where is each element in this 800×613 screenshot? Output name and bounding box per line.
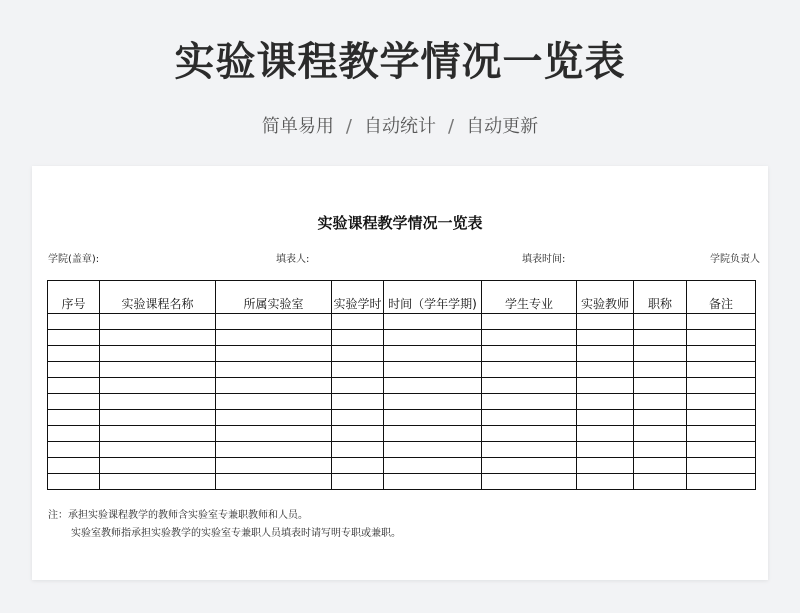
table-cell[interactable] [100,474,216,490]
table-cell[interactable] [687,442,756,458]
col-header-major: 学生专业 [482,281,577,314]
tag-separator: / [345,116,352,137]
table-cell[interactable] [577,426,634,442]
tag-auto-update: 自动更新 [466,116,539,137]
table-cell[interactable] [100,458,216,474]
fill-time-label: 填表时间: [522,254,566,265]
table-cell[interactable] [216,474,332,490]
table-cell[interactable] [634,410,687,426]
col-header-term: 时间（学年学期) [384,281,482,314]
table-cell[interactable] [332,378,384,394]
col-header-lab: 所属实验室 [216,281,332,314]
table-cell[interactable] [577,442,634,458]
table-cell[interactable] [634,362,687,378]
table-cell[interactable] [100,330,216,346]
table-cell[interactable] [687,362,756,378]
table-cell[interactable] [216,362,332,378]
col-header-hours: 实验学时 [332,281,384,314]
table-row [48,474,756,490]
table-cell[interactable] [482,362,577,378]
table-cell[interactable] [48,474,100,490]
table-cell[interactable] [384,474,482,490]
table-cell[interactable] [100,442,216,458]
col-header-title: 职称 [634,281,687,314]
table-cell[interactable] [482,442,577,458]
course-table [47,280,756,490]
table-cell[interactable] [332,362,384,378]
table-cell[interactable] [332,346,384,362]
table-header-row [48,281,756,314]
table-cell[interactable] [216,410,332,426]
document-title: 实验课程教学情况一览表 [317,214,483,232]
table-cell[interactable] [634,394,687,410]
table-cell[interactable] [687,378,756,394]
table-cell[interactable] [216,378,332,394]
table-row [48,410,756,426]
tag-auto-stats: 自动统计 [364,116,436,137]
table-cell[interactable] [48,346,100,362]
table-cell[interactable] [384,458,482,474]
table-cell[interactable] [577,474,634,490]
col-header-remarks: 备注 [687,281,756,314]
table-cell[interactable] [384,426,482,442]
table-row [48,426,756,442]
tag-separator: / [448,116,455,137]
table-cell[interactable] [332,410,384,426]
table-cell[interactable] [687,346,756,362]
filler-label: 填表人: [276,254,310,265]
table-cell[interactable] [482,314,577,330]
table-cell[interactable] [687,330,756,346]
footnote-1: 注：承担实验课程教学的教师含实验室专兼职教师和人员。 [48,510,308,521]
table-cell[interactable] [384,410,482,426]
table-cell[interactable] [384,314,482,330]
table-cell[interactable] [216,346,332,362]
table-cell[interactable] [332,474,384,490]
table-cell[interactable] [482,330,577,346]
table-cell[interactable] [48,458,100,474]
table-cell[interactable] [100,346,216,362]
table-row [48,442,756,458]
document-sheet [32,166,768,580]
table-cell[interactable] [634,426,687,442]
college-stamp-label: 学院(盖章): [48,254,100,265]
table-cell[interactable] [634,458,687,474]
col-header-teacher: 实验教师 [577,281,634,314]
table-cell[interactable] [577,314,634,330]
table-cell[interactable] [332,442,384,458]
table-cell[interactable] [577,330,634,346]
tag-easy: 简单易用 [261,116,334,137]
table-cell[interactable] [216,426,332,442]
table-cell[interactable] [384,330,482,346]
table-cell[interactable] [384,346,482,362]
table-cell[interactable] [100,410,216,426]
hero-tagline [0,112,800,138]
table-cell[interactable] [48,314,100,330]
table-cell[interactable] [634,378,687,394]
table-row [48,346,756,362]
table-cell[interactable] [216,394,332,410]
table-cell[interactable] [577,410,634,426]
table-cell[interactable] [216,442,332,458]
table-cell[interactable] [100,362,216,378]
table-cell[interactable] [48,410,100,426]
table-cell[interactable] [48,426,100,442]
table-cell[interactable] [687,394,756,410]
table-cell[interactable] [687,426,756,442]
table-row [48,314,756,330]
table-cell[interactable] [577,346,634,362]
table-cell[interactable] [577,394,634,410]
table-cell[interactable] [482,458,577,474]
table-cell[interactable] [332,314,384,330]
table-cell[interactable] [216,330,332,346]
table-cell[interactable] [482,410,577,426]
table-cell[interactable] [48,394,100,410]
table-cell[interactable] [482,426,577,442]
table-cell[interactable] [216,458,332,474]
table-cell[interactable] [634,474,687,490]
table-cell[interactable] [48,330,100,346]
table-cell[interactable] [100,426,216,442]
table-cell[interactable] [687,474,756,490]
table-cell[interactable] [482,394,577,410]
table-cell[interactable] [216,314,332,330]
college-head-label: 学院负责人 [710,254,760,265]
table-cell[interactable] [634,330,687,346]
table-row [48,458,756,474]
table-cell[interactable] [482,378,577,394]
table-cell[interactable] [384,378,482,394]
table-cell[interactable] [577,378,634,394]
table-cell[interactable] [48,378,100,394]
table-cell[interactable] [332,458,384,474]
table-cell[interactable] [577,458,634,474]
table-body [48,314,756,490]
table-cell[interactable] [687,458,756,474]
table-cell[interactable] [332,426,384,442]
table-cell[interactable] [332,330,384,346]
table-cell[interactable] [634,346,687,362]
hero-title: 实验课程教学情况一览表 [174,39,626,85]
table-cell[interactable] [332,394,384,410]
table-row [48,378,756,394]
col-header-no: 序号 [48,281,100,314]
table-cell[interactable] [687,410,756,426]
table-row [48,362,756,378]
table-cell[interactable] [482,474,577,490]
table-cell[interactable] [634,442,687,458]
table-cell[interactable] [100,394,216,410]
table-row [48,330,756,346]
table-cell[interactable] [384,362,482,378]
table-cell[interactable] [100,378,216,394]
table-cell[interactable] [384,394,482,410]
table-cell[interactable] [48,362,100,378]
table-cell[interactable] [577,362,634,378]
table-cell[interactable] [384,442,482,458]
table-row [48,394,756,410]
footnote-2: 实验室教师指承担实验教学的实验室专兼职人员填表时请写明专职或兼职。 [71,528,401,539]
col-header-course-name: 实验课程名称 [100,281,216,314]
table-cell[interactable] [687,314,756,330]
table-cell[interactable] [482,346,577,362]
table-cell[interactable] [48,442,100,458]
table-cell[interactable] [634,314,687,330]
table-cell[interactable] [100,314,216,330]
